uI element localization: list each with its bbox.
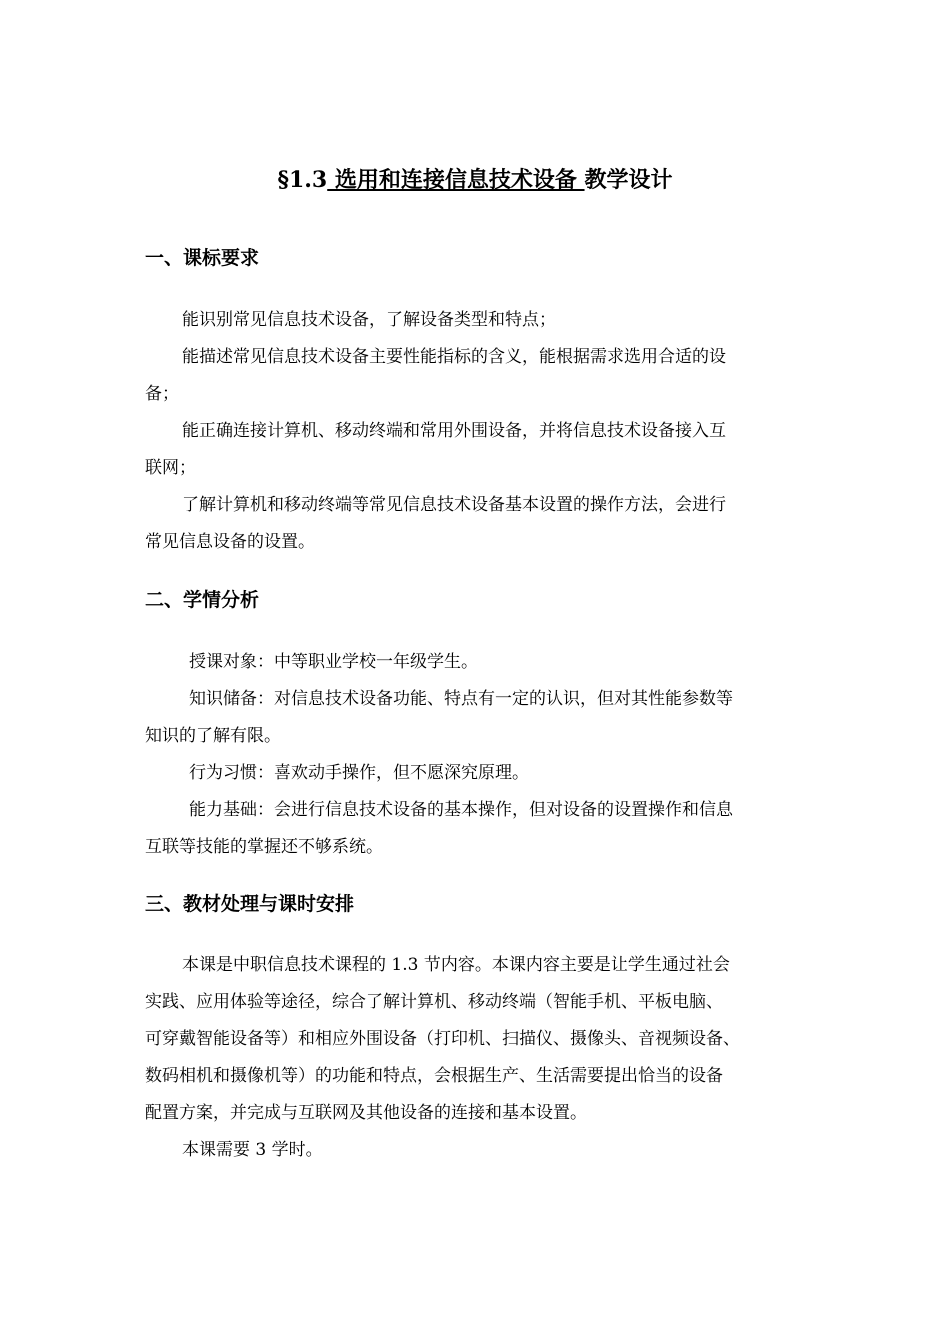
document-title [0, 160, 950, 200]
paragraph-line: 互联等技能的掌握还不够系统。 [145, 837, 383, 857]
paragraph-line: 能力基础：会进行信息技术设备的基本操作，但对设备的设置操作和信息 [189, 800, 733, 820]
section-heading-student-analysis: 二、学情分析 [145, 589, 260, 611]
section-heading-standards: 一、课标要求 [145, 247, 260, 269]
paragraph-line: 知识储备：对信息技术设备功能、特点有一定的认识，但对其性能参数等 [189, 689, 733, 709]
paragraph-line: 行为习惯：喜欢动手操作，但不愿深究原理。 [189, 763, 529, 783]
section-body-student-analysis [145, 644, 815, 866]
title-suffix: 教学设计 [584, 167, 673, 193]
section-body-standards [145, 302, 815, 561]
paragraph-line: 能描述常见信息技术设备主要性能指标的含义，能根据需求选用合适的设 [182, 347, 726, 367]
paragraph-line: 本课是中职信息技术课程的 1.3 节内容。本课内容主要是让学生通过社会 [182, 955, 730, 975]
paragraph-line: 本课需要 3 学时。 [182, 1140, 323, 1160]
paragraph-line: 配置方案，并完成与互联网及其他设备的连接和基本设置。 [145, 1103, 587, 1123]
paragraph-line: 实践、应用体验等途径，综合了解计算机、移动终端（智能手机、平板电脑、 [145, 992, 723, 1012]
paragraph-line: 可穿戴智能设备等）和相应外围设备（打印机、扫描仪、摄像头、音视频设备、 [145, 1029, 740, 1049]
paragraph-line: 能识别常见信息技术设备，了解设备类型和特点； [182, 310, 556, 330]
paragraph-line: 了解计算机和移动终端等常见信息技术设备基本设置的操作方法，会进行 [182, 495, 726, 515]
title-section-number: §1.3 [277, 167, 328, 193]
section-heading-materials: 三、教材处理与课时安排 [145, 893, 355, 915]
paragraph-line: 授课对象：中等职业学校一年级学生。 [189, 652, 478, 672]
paragraph-line: 备； [145, 384, 179, 404]
paragraph-line: 联网； [145, 458, 196, 478]
paragraph-line: 知识的了解有限。 [145, 726, 281, 746]
section-body-materials [145, 947, 815, 1169]
title-topic: 选用和连接信息技术设备 [327, 167, 585, 193]
paragraph-line: 常见信息设备的设置。 [145, 532, 315, 552]
paragraph-line: 数码相机和摄像机等）的功能和特点，会根据生产、生活需要提出恰当的设备 [145, 1066, 723, 1086]
paragraph-line: 能正确连接计算机、移动终端和常用外围设备，并将信息技术设备接入互 [182, 421, 726, 441]
